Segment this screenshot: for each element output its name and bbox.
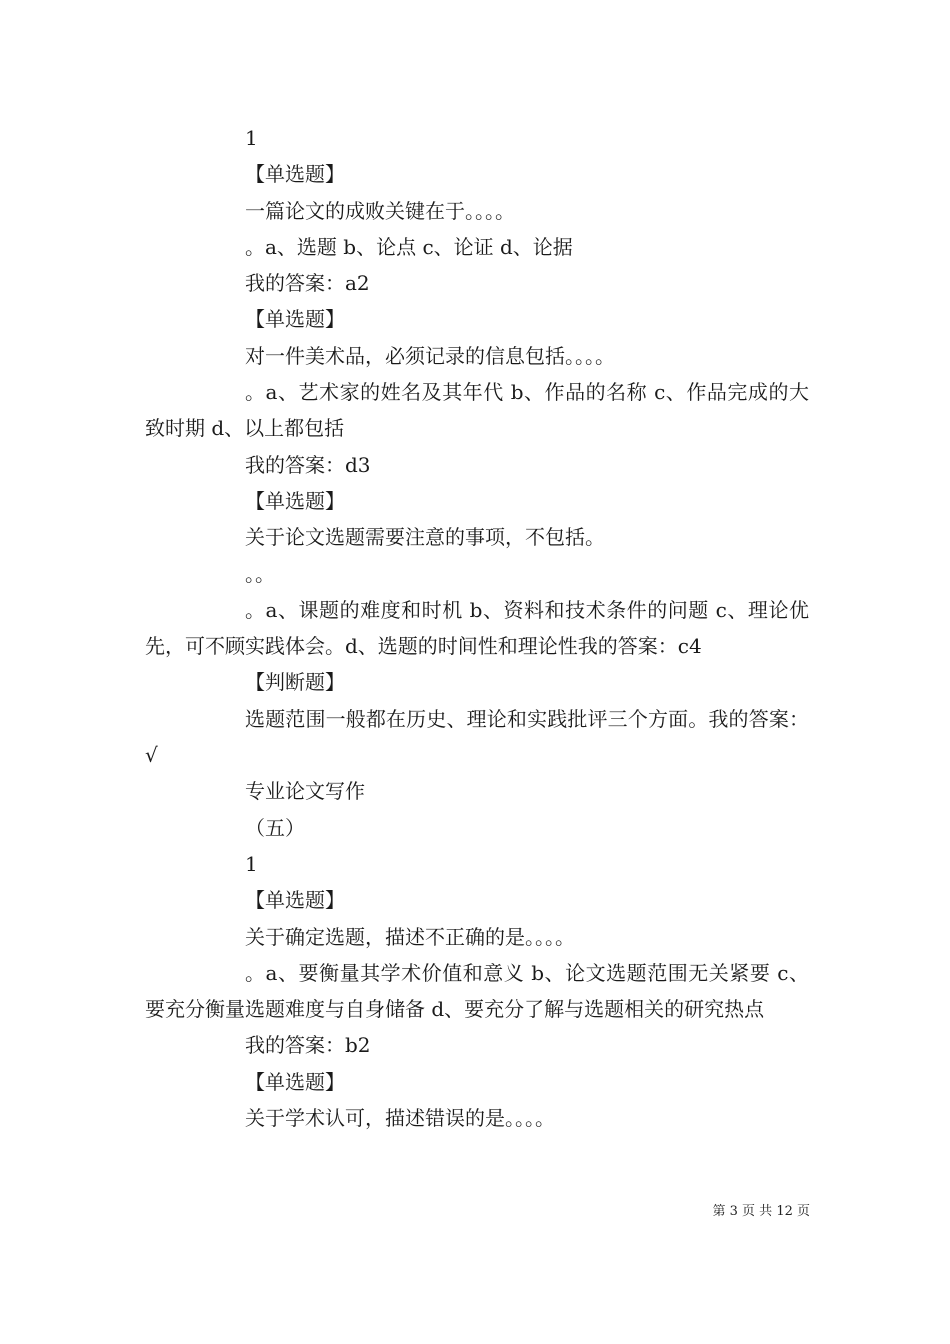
question-text: 关于确定选题，描述不正确的是。。。。 — [245, 924, 575, 949]
page-footer: 第 3 页 共 12 页 — [712, 1204, 810, 1219]
question-text: 关于论文选题需要注意的事项，不包括。 — [245, 525, 605, 550]
paragraph-number: 1 — [245, 851, 258, 876]
question-type-label: 【单选题】 — [245, 888, 345, 913]
question-type-label: 【单选题】 — [245, 1069, 345, 1094]
document-body — [145, 120, 809, 1136]
question-type-label: 【单选题】 — [245, 488, 345, 513]
question-options: 。a、艺术家的姓名及其年代 b、作品的名称 c、作品完成的大致时期 d、以上都包括 — [145, 380, 809, 441]
question-options: 。a、要衡量其学术价值和意义 b、论文选题范围无关紧要 c、要充分衡量选题难度与自身储备 d、要充分了解与选题相关的研究热点 — [145, 960, 809, 1022]
question-options: 。a、选题 b、论点 c、论证 d、论据 — [245, 234, 573, 259]
my-answer: 我的答案：b2 — [245, 1033, 371, 1058]
question-text-continued: 。。 — [245, 561, 275, 586]
my-answer: 我的答案：a2 — [245, 271, 370, 296]
question-text: 关于学术认可，描述错误的是。。。。 — [245, 1106, 555, 1131]
section-title: 专业论文写作 — [245, 779, 365, 804]
my-answer: 我的答案：d3 — [245, 452, 371, 477]
question-text: 一篇论文的成败关键在于。。。。 — [245, 198, 515, 223]
section-number: （五） — [245, 815, 305, 840]
paragraph-number: 1 — [245, 126, 258, 150]
question-text: 选题范围一般都在历史、理论和实践批评三个方面。我的答案：√ — [145, 706, 809, 768]
question-type-label: 【单选题】 — [245, 307, 345, 332]
question-type-label: 【判断题】 — [245, 670, 345, 695]
question-type-label: 【单选题】 — [245, 162, 345, 187]
question-options: 。a、课题的难度和时机 b、资料和技术条件的问题 c、理论优先，可不顾实践体会。d、选题的时间性和理论性我的答案：c4 — [145, 597, 809, 659]
question-text: 对一件美术品，必须记录的信息包括。。。。 — [245, 343, 615, 368]
